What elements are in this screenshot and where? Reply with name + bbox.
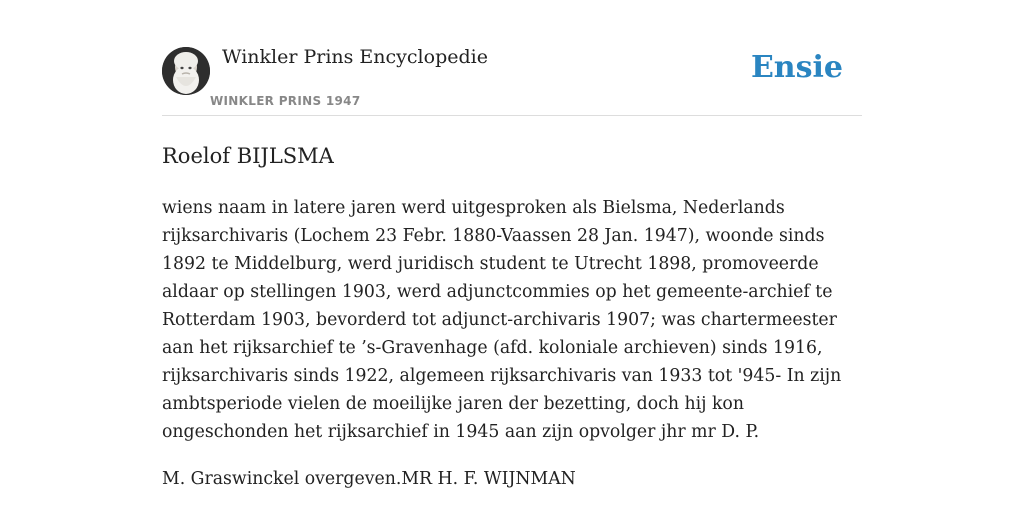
page-container (162, 0, 862, 493)
source-title[interactable]: Winkler Prins Encyclopedie (222, 46, 488, 68)
page-header (162, 0, 862, 116)
brand-logo[interactable]: Ensie (750, 50, 843, 85)
article-author: M. Graswinckel overgeven.MR H. F. WIJNMAN (162, 469, 576, 489)
article-body: wiens naam in latere jaren werd uitgesproken als Bielsma, Nederlands rijksarchivaris (Lochem 23 Febr. 1880-Vaassen 28 Jan. 1947), woonde sinds 1892 te Middelburg, werd juridisch student te Utrecht 1898, promoveerde aldaar op stellingen 1903, werd adjunctcommies op het gemeente-archief te Rotterdam 1903, bevorderd tot adjunct-archivaris 1907; was chartermeester aan het rijksarchief te ’s-Gravenhage (afd. koloniale archieven) sinds 1916, rijksarchivaris sinds 1922, algemeen rijksarchivaris van 1933 tot '945- In zijn ambtsperiode vielen de moeilijke jaren der bezetting, doch hij kon ongeschonden het rijksarchief in 1945 aan zijn opvolger jhr mr D. P. (162, 198, 842, 442)
bearded-man-portrait-icon[interactable] (162, 47, 210, 95)
article-title: Roelof BIJLSMA (162, 144, 334, 168)
source-subtitle[interactable]: WINKLER PRINS 1947 (210, 94, 361, 108)
